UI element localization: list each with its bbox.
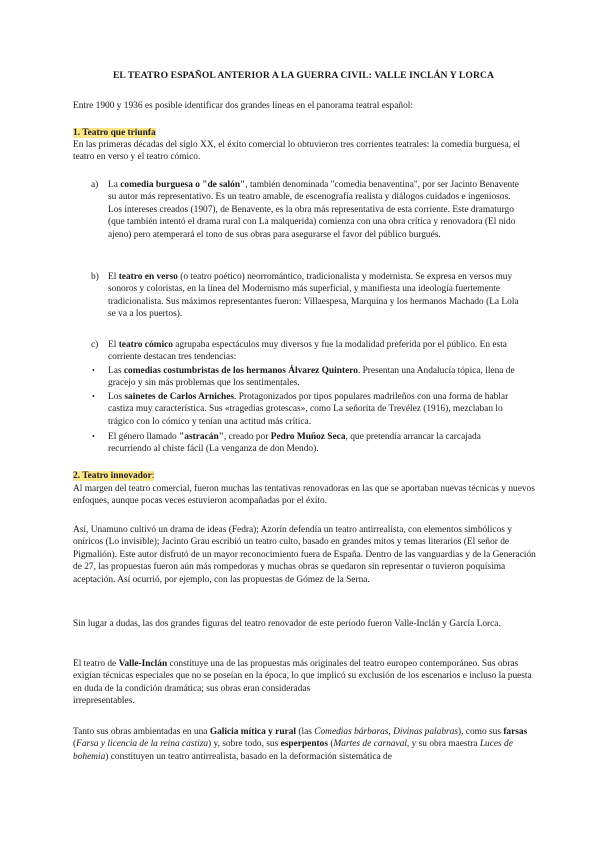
item-b-paragraph: El teatro en verso (o teatro poético) neorromántico, tradicionalista y modernista. Se expresa en versos muy sonoros y coloristas, en la línea del Modernismo más superficial, y manifiesta una ideología fuertemente tradicionalista. Sus máximos representantes fueron: Villaespesa, Marquina y los hermanos Machado (La Lola se va a los puertos). — [108, 272, 519, 320]
bullet-icon: • — [92, 366, 95, 375]
document-title: EL TEATRO ESPAÑOL ANTERIOR A LA GUERRA CIVIL: VALLE INCLÁN Y LORCA — [112, 70, 495, 81]
section-2-paragraph-5: Tanto sus obras ambientadas en una Galicia mítica y rural (las Comedias bárbaras, Divinas palabras), como sus farsas (Farsa y licencia de la reina castiza) y, sobre todo, sus esperpentos (Martes de carnaval, y su obra maestra Luces de bohemia) constituyen un teatro antirrealista, basado en la deformación sistemática de — [73, 727, 528, 762]
item-c3-paragraph: El género llamado "astracán", creado por Pedro Muñoz Seca, que pretendía arrancar la carcajada recurriendo al chiste fácil (La venganza de don Mendo). — [108, 432, 481, 455]
section-2-paragraph-4: El teatro de Valle-Inclán constituye una de las propuestas más originales del teatro europeo contemporáneo. Sus obras exigían técnicas especiales que no se poseían en la época, lo que implicó su exclusión de los escenarios e incluso la puesta en duda de la condición dramática; sus obras eran consideradas irrepresentables. — [73, 659, 532, 707]
section-1-intro: En las primeras décadas del siglo XX, el éxito comercial lo obtuvieron tres corrientes teatrales: la comedia burguesa, el teatro en verso y el teatro cómico. — [73, 140, 521, 163]
section-2-heading: 2. Teatro innovador: — [73, 471, 155, 481]
section-2-paragraph-3: Sin lugar a dudas, las dos grandes figuras del teatro renovador de este período fueron Valle-Inclán y García Lorca. — [73, 619, 501, 629]
section-2-heading-text: 2. Teatro innovador — [73, 471, 152, 481]
section-2-paragraph-1: Al margen del teatro comercial, fueron muchas las tentativas renovadoras en las que se aportaban nuevas técnicas y nuevos enfoques, aunque pocas veces estuvieron acompañadas por el éxito. — [73, 484, 535, 507]
item-a-paragraph: La comedia burguesa o "de salón", también denominada "comedia benaventina", por ser Jacinto Benavente su autor más representativo. Es un teatro amable, de escenografía realista y diálogos cuidados e ingeniosos. Los intereses creados (1907), de Benavente, es la obra más representativa de esta corriente. Este dramaturgo (que también intentó el drama rural con La malquerida) comienza con una obra crítica y renovadora (El nido ajeno) pero atemperará el tono de sus obras para asegurarse el favor del público burgués. — [108, 180, 519, 240]
intro-paragraph: Entre 1900 y 1936 es posible identificar dos grandes líneas en el panorama teatral español: — [73, 101, 413, 111]
section-1-heading — [73, 127, 536, 139]
item-b-marker: b) — [91, 272, 99, 282]
section-1-heading-text: 1. Teatro que triunfa — [73, 128, 156, 138]
bullet-icon: • — [92, 432, 95, 441]
item-c1-paragraph: Las comedias costumbristas de los hermanos Álvarez Quintero. Presentan una Andalucía tópica, llena de gracejo y sin más problemas que los sentimentales. — [108, 366, 515, 389]
item-c2-paragraph: Los sainetes de Carlos Arniches. Protagonizados por tipos populares madrileños con una forma de hablar castiza muy característica. Sus «tragedias grotescas», como La señorita de Trevélez (1916), mezclaban lo trágico con lo cómico y tenían una actitud más crítica. — [108, 392, 509, 427]
section-2-paragraph-2: Así, Unamuno cultivó un drama de ideas (Fedra); Azorín defendía un teatro antirrealista, con elementos simbólicos y oníricos (Lo invisible); Jacinto Grau escribió un teatro culto, basado en grandes mitos y temas literarios (El señor de Pigmalión). Este autor disfrutó de un mayor reconocimiento fuera de España. Dentro de las vanguardias y de la Generación de 27, las propuestas fueron aún más rompedoras y muchas obras se quedaron sin representar o tuvieron poquísima aceptación. Así ocurrió, por ejemplo, con las propuestas de Gómez de la Serna. — [73, 525, 536, 585]
item-c-paragraph: El teatro cómico agrupaba espectáculos muy diversos y fue la modalidad preferida por el público. En esta corriente destacan tres tendencias: — [108, 340, 507, 363]
bullet-icon: • — [92, 392, 95, 401]
item-c-marker: c) — [91, 340, 99, 350]
item-a-marker: a) — [91, 180, 99, 190]
